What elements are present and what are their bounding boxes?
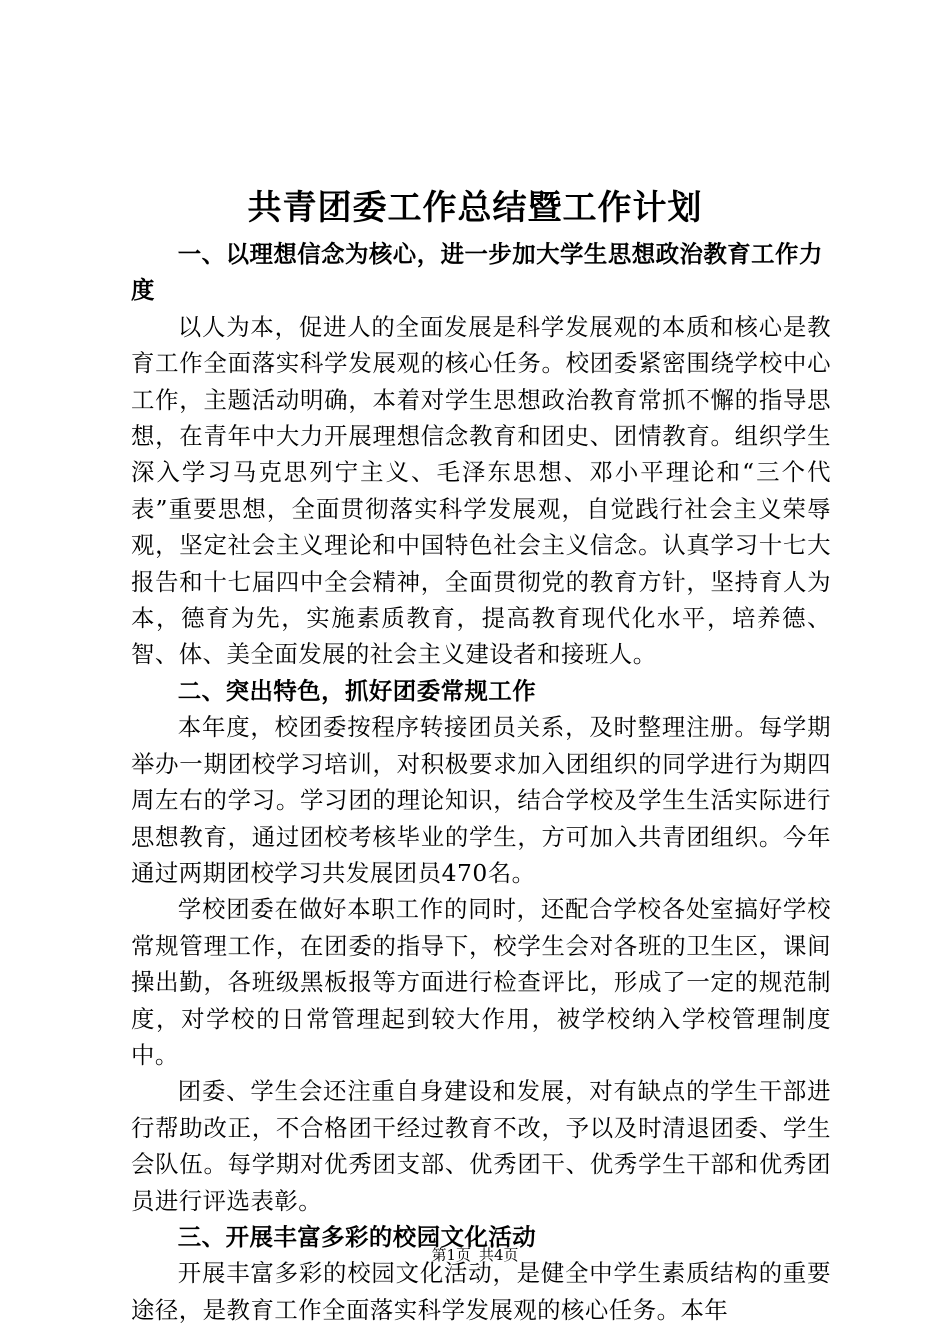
section-2 bbox=[131, 673, 831, 1219]
page-total: 共4页 bbox=[479, 1246, 519, 1264]
page-number: 第1页 bbox=[431, 1246, 471, 1264]
section-paragraph: 本年度，校团委按程序转接团员关系，及时整理注册。每学期举办一期团校学习培训，对积极要求加入团组织的同学进行为期四周左右的学习。学习团的理论知识，结合学校及学生生活实际进行思想教育，通过团校考核毕业的学生，方可加入共青团组织。今年通过两期团校学习共发展团员470名。 bbox=[131, 713, 831, 887]
section-paragraph: 学校团委在做好本职工作的同时，还配合学校各处室搞好学校常规管理工作，在团委的指导下，校学生会对各班的卫生区，课间操出勤，各班级黑板报等方面进行检查评比，形成了一定的规范制度，对学校的日常管理起到较大作用，被学校纳入学校管理制度中。 bbox=[131, 895, 831, 1069]
section-1 bbox=[131, 236, 831, 673]
section-paragraph: 以人为本，促进人的全面发展是科学发展观的本质和核心是教育工作全面落实科学发展观的核心任务。校团委紧密围绕学校中心工作，主题活动明确，本着对学生思想政治教育常抓不懈的指导思想，在青年中大力开展理想信念教育和团史、团情教育。组织学生深入学习马克思列宁主义、毛泽东思想、邓小平理论和“三个代表”重要思想，全面贯彻落实科学发展观，自觉践行社会主义荣辱观，坚定社会主义理论和中国特色社会主义信念。认真学习十七大报告和十七届四中全会精神，全面贯彻党的教育方针，坚持育人为本，德育为先，实施素质教育，提高教育现代化水平，培养德、智、体、美全面发展的社会主义建设者和接班人。 bbox=[131, 312, 831, 669]
page-footer bbox=[0, 1245, 950, 1265]
section-paragraph: 开展丰富多彩的校园文化活动，是健全中学生素质结构的重要途径，是教育工作全面落实科学发展观的核心任务。本年 bbox=[131, 1259, 831, 1324]
section-3 bbox=[131, 1219, 831, 1328]
document-title: 共青团委工作总结暨工作计划 bbox=[247, 188, 703, 228]
section-heading: 一、以理想信念为核心，进一步加大学生思想政治教育工作力度 bbox=[131, 240, 823, 305]
section-heading: 三、开展丰富多彩的校园文化活动 bbox=[177, 1222, 537, 1251]
document-body bbox=[131, 236, 831, 1328]
section-paragraph: 团委、学生会还注重自身建设和发展，对有缺点的学生干部进行帮助改正，不合格团干经过教育不改，予以及时清退团委、学生会队伍。每学期对优秀团支部、优秀团干、优秀学生干部和优秀团员进行评选表彰。 bbox=[131, 1077, 831, 1215]
section-heading: 二、突出特色，抓好团委常规工作 bbox=[177, 676, 537, 705]
